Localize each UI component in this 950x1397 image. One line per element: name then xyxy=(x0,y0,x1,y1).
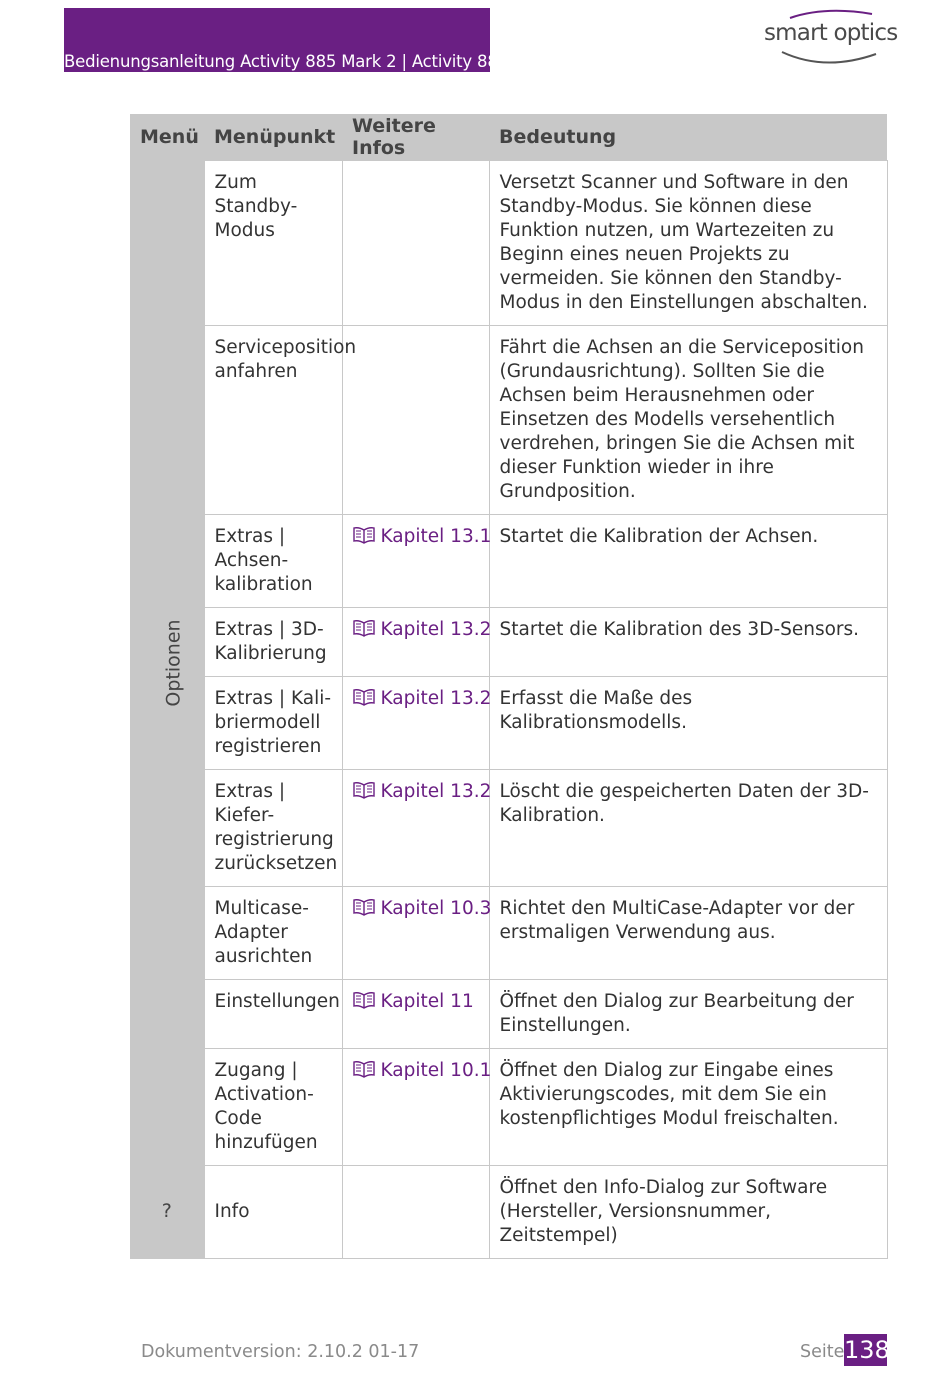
table-row xyxy=(130,326,887,515)
meaning-cell: Erfasst die Maße des Kalibrationsmodells. xyxy=(489,677,887,770)
meaning-cell: Löscht die gespeicherten Daten der 3D- Kalibration. xyxy=(489,770,887,887)
book-icon xyxy=(353,991,375,1009)
page-number: 138 xyxy=(844,1336,890,1364)
header-menu: Menü xyxy=(130,114,204,161)
menu-group-optionen xyxy=(130,161,204,1166)
table-row xyxy=(130,677,887,770)
meaning-cell: Öffnet den Dialog zur Eingabe eines Aktivierungscodes, mit dem Sie ein kostenpflichtiges Modul freischalten. xyxy=(489,1049,887,1166)
table-row xyxy=(130,515,887,608)
ref-cell xyxy=(342,326,489,515)
menu-item-cell: Einstellungen xyxy=(204,980,342,1049)
chapter-link[interactable] xyxy=(353,688,492,709)
ref-cell xyxy=(342,1166,489,1259)
menu-group-help xyxy=(130,1166,204,1259)
logo-text: smart optics xyxy=(764,20,898,46)
header-more-info: Weitere Infos xyxy=(342,114,489,161)
document-title: Bedienungsanleitung Activity 885 Mark 2 | Activity 888 xyxy=(64,52,508,71)
chapter-link[interactable] xyxy=(353,898,492,919)
menu-item-cell: Zugang | Activation- Code hinzufügen xyxy=(204,1049,342,1166)
menu-item-cell: Info xyxy=(204,1166,342,1259)
meaning-cell: Öffnet den Dialog zur Bearbeitung der Einstellungen. xyxy=(489,980,887,1049)
chapter-ref-text: Kapitel 13.1 xyxy=(380,526,492,547)
table-row xyxy=(130,608,887,677)
menu-item-cell: Serviceposition anfahren xyxy=(204,326,342,515)
chapter-link[interactable] xyxy=(353,619,492,640)
table-row xyxy=(130,770,887,887)
meaning-cell: Fährt die Achsen an die Serviceposition (Grundausrichtung). Sollten Sie die Achsen beim Herausnehmen oder Einsetzen des Modells versehentlich verdrehen, bringen Sie die Achsen mit dieser Funktion wieder in ihre Grundposition. xyxy=(489,326,887,515)
chapter-ref-text: Kapitel 13.2 xyxy=(380,688,492,709)
ref-cell xyxy=(342,980,489,1049)
ref-cell xyxy=(342,515,492,608)
meaning-cell: Öffnet den Info-Dialog zur Software (Hersteller, Versionsnummer, Zeitstempel) xyxy=(489,1166,887,1259)
menu-item-cell: Extras | 3D- Kalibrierung xyxy=(204,608,342,677)
book-icon xyxy=(353,688,375,706)
meaning-cell: Startet die Kalibration des 3D-Sensors. xyxy=(489,608,887,677)
chapter-ref-text: Kapitel 10.1 xyxy=(380,1060,492,1081)
menu-table xyxy=(130,114,888,1259)
page-label: Seite xyxy=(800,1342,845,1362)
ref-cell xyxy=(342,887,492,980)
book-icon xyxy=(353,898,375,916)
table-row xyxy=(130,1166,887,1259)
menu-group-label: ? xyxy=(161,1200,172,1222)
table-row xyxy=(130,1049,887,1166)
meaning-cell: Startet die Kalibration der Achsen. xyxy=(489,515,887,608)
header-bar xyxy=(64,8,508,72)
table-header-row xyxy=(130,114,887,161)
menu-item-cell: Zum Standby- Modus xyxy=(204,161,342,326)
meaning-cell: Versetzt Scanner und Software in den Standby-Modus. Sie können diese Funktion nutzen, um Wartezeiten zu Beginn eines neuen Projekts zu vermeiden. Sie können den Standby-Modus in den Einstellungen abschalten. xyxy=(489,161,887,326)
table-row xyxy=(130,161,887,326)
chapter-ref-text: Kapitel 10.3 xyxy=(380,898,492,919)
header-menu-item: Menüpunkt xyxy=(204,114,342,161)
smart-optics-logo xyxy=(760,6,898,68)
book-icon xyxy=(353,619,375,637)
book-icon xyxy=(353,781,375,799)
chapter-link[interactable] xyxy=(353,1060,492,1081)
document-version: Dokumentversion: 2.10.2 01-17 xyxy=(141,1342,420,1362)
ref-cell xyxy=(342,677,492,770)
chapter-ref-text: Kapitel 13.2 xyxy=(380,781,492,802)
meaning-cell: Richtet den MultiCase-Adapter vor der erstmaligen Verwendung aus. xyxy=(489,887,887,980)
book-icon xyxy=(353,1060,375,1078)
menu-group-label: Optionen xyxy=(162,618,185,707)
ref-cell xyxy=(342,1049,492,1166)
book-icon xyxy=(353,526,375,544)
menu-item-cell: Extras | Achsen- kalibration xyxy=(204,515,342,608)
table-row xyxy=(130,887,887,980)
ref-cell xyxy=(342,770,492,887)
ref-cell xyxy=(342,161,489,326)
header-meaning: Bedeutung xyxy=(489,114,887,161)
menu-item-cell: Extras | Kali- briermodell registrieren xyxy=(204,677,342,770)
menu-item-cell: Multicase- Adapter ausrichten xyxy=(204,887,342,980)
chapter-ref-text: Kapitel 11 xyxy=(380,991,474,1012)
chapter-link[interactable] xyxy=(353,526,492,547)
menu-item-cell: Extras | Kiefer- registrierung zurücksetzen xyxy=(204,770,342,887)
chapter-link[interactable] xyxy=(353,781,492,802)
chapter-ref-text: Kapitel 13.2 xyxy=(380,619,492,640)
ref-cell xyxy=(342,608,492,677)
chapter-link[interactable] xyxy=(353,991,474,1012)
table-row xyxy=(130,980,887,1049)
